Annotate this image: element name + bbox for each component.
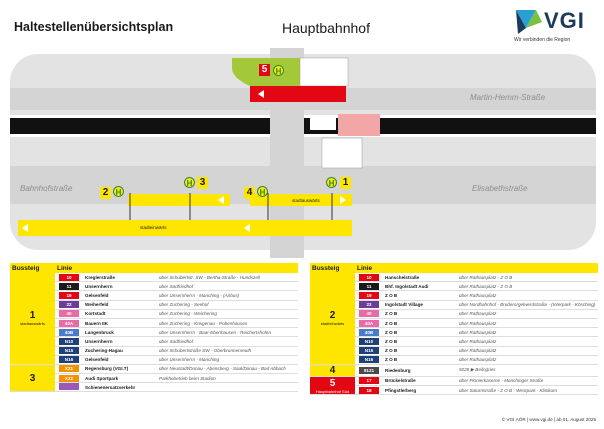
- destination: Z O B: [383, 355, 457, 364]
- destination: Z O B: [383, 337, 457, 346]
- via-route: über Unsernherrn - Baar-Ebenhausen - Reichertshofen: [157, 328, 298, 337]
- station-building: [322, 138, 362, 168]
- station-map: [0, 48, 604, 258]
- destination: Schienenersatzverkehr: [83, 383, 157, 392]
- bussteig-cell: [310, 376, 355, 394]
- line-badge[interactable]: [59, 383, 79, 390]
- via-route: über Schubertstr. SW - Bertha-Straße - Hundszell: [157, 273, 298, 282]
- line-badge[interactable]: 40B: [359, 329, 379, 336]
- bus-stop-icon: H: [273, 65, 284, 76]
- destination: Pfingstlerberg: [383, 386, 457, 395]
- line-badge[interactable]: N15: [59, 347, 79, 354]
- via-route: über Rathausplatz: [457, 346, 598, 355]
- via-route: über Rathausplatz: [457, 328, 598, 337]
- line-badge[interactable]: X21: [59, 365, 79, 372]
- footer: © VGI.AÖR | www.vgi.de | ab 01. August 2025: [501, 417, 596, 422]
- via-route: über Zuchering - Weichering: [157, 309, 298, 318]
- platform-stop-2: [128, 194, 230, 206]
- table-header: [310, 263, 598, 273]
- line-badge[interactable]: 22: [59, 301, 79, 308]
- line-badge[interactable]: N16: [59, 356, 79, 363]
- line-badge[interactable]: 40A: [59, 320, 79, 327]
- line-badge[interactable]: 10: [59, 274, 79, 281]
- street-label-elisabethstrasse: Elisabethstraße: [472, 184, 528, 193]
- line-badge[interactable]: 40: [59, 310, 79, 317]
- bus-stop-icon: H: [257, 186, 268, 197]
- platform-stop-5: [250, 86, 346, 102]
- destination: Z O B: [383, 309, 457, 318]
- destination: Weiherfeld: [83, 300, 157, 309]
- line-badge[interactable]: 9121: [359, 367, 379, 374]
- via-route: über Zuchering - Seehof: [157, 300, 298, 309]
- station-name: Hauptbahnhof: [282, 20, 370, 36]
- destination: Unsernherrn: [83, 337, 157, 346]
- via-route: über Neustadt/Donau - Abensberg - Saal/Donau - Bad Abbach: [157, 364, 298, 373]
- direction-label: stadteinwärts: [140, 225, 167, 230]
- building-top: [300, 58, 348, 86]
- via-route: über Unsernherrn - Manching: [157, 355, 298, 364]
- header-linie: Linie: [55, 263, 298, 273]
- via-route: über Südfriedhof: [157, 337, 298, 346]
- bussteig-cell: [10, 364, 55, 392]
- table-row: [10, 364, 298, 373]
- destination: Langenbruck: [83, 328, 157, 337]
- bussteig-sub: Hauptbahnhof Süd: [315, 388, 350, 394]
- destination: Z O B: [383, 318, 457, 327]
- line-badge[interactable]: 40: [359, 310, 379, 317]
- bussteig-cell: [310, 364, 355, 376]
- destination: Riedenburg: [383, 364, 457, 376]
- destination: Zuchering-Hagau: [83, 346, 157, 355]
- bussteig-number: 4: [329, 364, 336, 376]
- stop-3-number[interactable]: 3: [197, 177, 208, 189]
- destination: Unsernherrn: [83, 282, 157, 291]
- via-route: über Pionierkaserne - Manchinger Straße: [457, 376, 598, 385]
- destination: Z O B: [383, 328, 457, 337]
- destination: Bauern IIK: [83, 318, 157, 327]
- line-badge[interactable]: X22: [59, 375, 79, 382]
- via-route: Parkhebetrieb beim Stadion: [157, 374, 298, 383]
- bussteig-cell: [310, 273, 355, 364]
- direction-label: stadtauswärts: [292, 198, 320, 203]
- via-route: 9228 ▶ Beilngries: [457, 364, 598, 376]
- line-badge[interactable]: 17: [359, 377, 379, 384]
- destination: Z O B: [383, 346, 457, 355]
- destination: Kortstadt: [83, 309, 157, 318]
- table-row: [10, 273, 298, 282]
- destination: Bhf. Ingolstadt Audi: [383, 282, 457, 291]
- destination: Gelsenfeld: [83, 291, 157, 300]
- line-badge[interactable]: 11: [59, 283, 79, 290]
- stop-1-number[interactable]: 1: [340, 177, 351, 189]
- bus-stop-icon: H: [184, 177, 195, 188]
- line-badge[interactable]: N15: [359, 347, 379, 354]
- table-row: [310, 364, 598, 376]
- via-route: über Rathausplatz: [457, 355, 598, 364]
- logo-text: VGI: [544, 8, 585, 33]
- street-label-bahnhofstrasse: Bahnhofstraße: [20, 184, 73, 193]
- destination: Audi Sportpark: [83, 374, 157, 383]
- rail-info-box: [338, 114, 380, 136]
- platform-building-rail: [310, 116, 336, 130]
- stop-4-number[interactable]: 4: [244, 187, 255, 199]
- street-label-martin-hemm: Martin-Hemm-Straße: [470, 93, 546, 102]
- logo-tagline: Wir verbinden die Region: [514, 37, 571, 43]
- destination: Brückelstraße: [383, 376, 457, 385]
- via-route: über Rathausplatz: [457, 318, 598, 327]
- table-row: [310, 273, 598, 282]
- departures-table-right: [310, 263, 598, 395]
- destination: Hanschelstraße: [383, 273, 457, 282]
- bussteig-sub: stadteinwärts: [320, 321, 345, 327]
- via-route: über Rathausplatz - Z O B: [457, 282, 598, 291]
- line-badge[interactable]: 10: [359, 274, 379, 281]
- platform-stop-4: [240, 220, 352, 236]
- bussteig-number: 2: [329, 310, 336, 322]
- table-row: [310, 376, 598, 385]
- bus-stop-icon: H: [113, 186, 124, 197]
- line-badge[interactable]: N10: [359, 338, 379, 345]
- via-route: über Rathausplatz: [457, 337, 598, 346]
- via-route: über Rathausplatz: [457, 309, 598, 318]
- via-route: [157, 383, 298, 392]
- line-badge[interactable]: 18: [359, 387, 379, 394]
- bussteig-number: 1: [29, 310, 36, 322]
- stop-2-number[interactable]: 2: [100, 187, 111, 199]
- line-badge[interactable]: 11: [359, 283, 379, 290]
- destination: Gelsenfeld: [83, 355, 157, 364]
- bussteig-number: 3: [29, 372, 36, 384]
- via-route: über Zuchering - Kreigenau - Pobenhausen: [157, 318, 298, 327]
- destination: Regensburg (VGI.T): [83, 364, 157, 373]
- via-route: über Saturnstraße - Z O B - Westpark - Klinikum: [457, 386, 598, 395]
- via-route: über Rathausplatz: [457, 291, 598, 300]
- via-route: über Rathausplatz - Z O B: [457, 273, 598, 282]
- departures-table-left: [10, 263, 298, 392]
- via-route: über Unsernherrn - Manching - (Airbus): [157, 291, 298, 300]
- page-title: Haltestellenübersichtsplan: [14, 20, 174, 34]
- table-header: [10, 263, 298, 273]
- header-bussteig: Bussteig: [310, 263, 355, 273]
- destination: Kreglerstraße: [83, 273, 157, 282]
- line-badge[interactable]: 19: [359, 292, 379, 299]
- stop-5-number[interactable]: 5: [259, 64, 270, 76]
- via-route: über Nordbahnhof - Bruderorgelwerdstraße - (Interpark - Kösching): [457, 300, 598, 309]
- via-route: über Südfriedhof: [157, 282, 298, 291]
- bussteig-number: 5: [329, 377, 336, 389]
- via-route: über Schubertstraße SW - Oberbrunnenreuth: [157, 346, 298, 355]
- bus-stop-icon: H: [326, 177, 337, 188]
- line-badge[interactable]: N16: [359, 356, 379, 363]
- line-badge[interactable]: 22: [359, 301, 379, 308]
- line-badge[interactable]: N10: [59, 338, 79, 345]
- bussteig-sub: stadtauswärts: [20, 321, 45, 327]
- destination: Ingolstadt Village: [383, 300, 457, 309]
- line-badge[interactable]: 19: [59, 292, 79, 299]
- line-badge[interactable]: 40B: [59, 329, 79, 336]
- header-bussteig: Bussteig: [10, 263, 55, 273]
- platform-stop-3: [18, 220, 240, 236]
- header-linie: Linie: [355, 263, 598, 273]
- line-badge[interactable]: 40A: [359, 320, 379, 327]
- destination: Z O B: [383, 291, 457, 300]
- bussteig-cell: [10, 273, 55, 364]
